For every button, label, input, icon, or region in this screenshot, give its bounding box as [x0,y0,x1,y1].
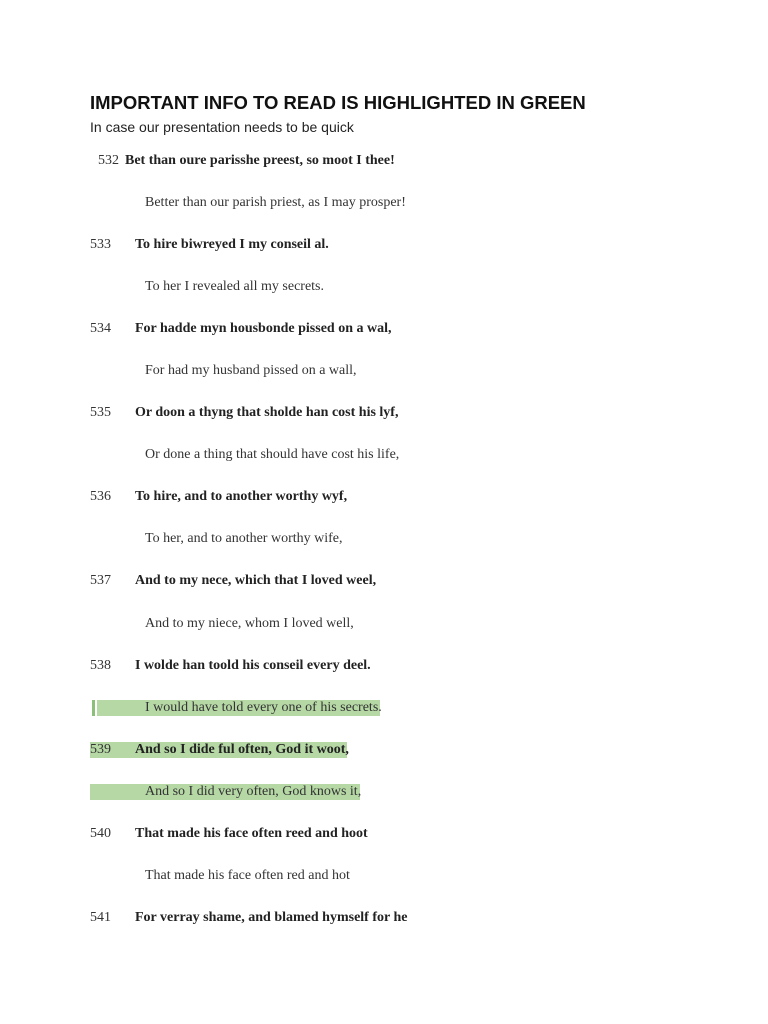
original-text: Or doon a thyng that sholde han cost his lyf, [135,405,399,420]
line-number: 541 [90,910,111,925]
original-text: To hire, and to another worthy wyf, [135,489,348,504]
line-number: 538 [90,658,111,673]
translation-text: To her, and to another worthy wife, [145,531,343,546]
line-number: 532 [98,153,119,168]
original-text: I wolde han toold his conseil every deel. [135,658,371,673]
line-number: 540 [90,826,111,841]
original-text: For hadde myn housbonde pissed on a wal, [135,321,392,336]
translation-text: To her I revealed all my secrets. [145,279,324,294]
translation-text: And so I did very often, God knows it, [145,784,362,799]
page-subtitle: In case our presentation needs to be quick [90,119,354,135]
original-text: And so I dide ful often, God it woot, [135,742,349,757]
translation-text: Or done a thing that should have cost his life, [145,447,400,462]
original-text: That made his face often reed and hoot [135,826,368,841]
translation-text: Better than our parish priest, as I may prosper! [145,195,406,210]
line-number: 535 [90,405,111,420]
original-text: To hire biwreyed I my conseil al. [135,237,329,252]
translation-text: That made his face often red and hot [145,868,350,883]
translation-text: And to my niece, whom I loved well, [145,616,354,631]
line-number: 537 [90,573,111,588]
line-number: 534 [90,321,111,336]
highlight-marker [92,700,95,716]
line-number: 539 [90,742,111,757]
original-text: For verray shame, and blamed hymself for he [135,910,408,925]
page-title: IMPORTANT INFO TO READ IS HIGHLIGHTED IN GREEN [90,92,586,113]
line-number: 536 [90,489,111,504]
line-number: 533 [90,237,111,252]
translation-text: I would have told every one of his secrets. [145,700,382,715]
translation-text: For had my husband pissed on a wall, [145,363,357,378]
original-text: And to my nece, which that I loved weel, [135,573,377,588]
original-text: Bet than oure parisshe preest, so moot I thee! [125,153,395,168]
